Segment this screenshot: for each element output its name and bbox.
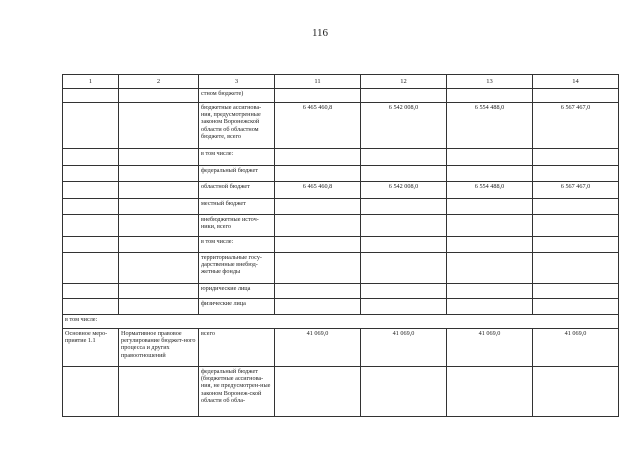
- cell-name: [119, 199, 199, 215]
- cell-event: [63, 253, 119, 284]
- cell-value: 41 069,0: [361, 329, 447, 367]
- cell-value: [361, 149, 447, 166]
- budget-table: [62, 74, 619, 417]
- cell-name: [119, 284, 199, 299]
- cell-value: [533, 367, 619, 417]
- cell-value: [533, 253, 619, 284]
- cell-source: территориальные госу-дарственные внебюд-жетные фонды: [199, 253, 275, 284]
- cell-value: [275, 253, 361, 284]
- cell-value: [533, 199, 619, 215]
- cell-value: 6 542 008,0: [361, 103, 447, 149]
- table-row: [63, 237, 619, 253]
- cell-source: областной бюджет: [199, 182, 275, 199]
- cell-source: бюджетные ассигнова-ния, предусмотренные законом Воронежской области об областном бюджете, всего: [199, 103, 275, 149]
- cell-value: 6 554 488,0: [447, 182, 533, 199]
- table-row: [63, 253, 619, 284]
- cell-name: [119, 299, 199, 315]
- table-row: [63, 215, 619, 237]
- cell-name: [119, 166, 199, 182]
- cell-name: [119, 367, 199, 417]
- cell-value: [447, 215, 533, 237]
- cell-event: [63, 367, 119, 417]
- cell-value: [447, 284, 533, 299]
- column-header: 14: [533, 75, 619, 89]
- cell-value: [361, 215, 447, 237]
- cell-value: [447, 89, 533, 103]
- cell-value: [275, 199, 361, 215]
- table-row: [63, 103, 619, 149]
- table-row: [63, 166, 619, 182]
- cell-source: местный бюджет: [199, 199, 275, 215]
- column-header: 1: [63, 75, 119, 89]
- cell-source: стном бюджете): [199, 89, 275, 103]
- cell-source: федеральный бюджет: [199, 166, 275, 182]
- column-header: 2: [119, 75, 199, 89]
- cell-source: всего: [199, 329, 275, 367]
- column-header: 13: [447, 75, 533, 89]
- column-header: 12: [361, 75, 447, 89]
- cell-name: [119, 237, 199, 253]
- cell-value: [533, 299, 619, 315]
- cell-value: [533, 149, 619, 166]
- cell-event: [63, 103, 119, 149]
- cell-event: [63, 237, 119, 253]
- cell-value: 6 567 467,0: [533, 182, 619, 199]
- cell-value: [361, 237, 447, 253]
- cell-value: [533, 89, 619, 103]
- cell-value: 41 069,0: [447, 329, 533, 367]
- cell-event: [63, 149, 119, 166]
- cell-event: [63, 199, 119, 215]
- cell-name: [119, 103, 199, 149]
- cell-value: [361, 367, 447, 417]
- cell-value: [361, 284, 447, 299]
- table-row: [63, 182, 619, 199]
- cell-value: [275, 237, 361, 253]
- cell-value: [361, 166, 447, 182]
- cell-value: [275, 284, 361, 299]
- cell-name: Нормативное правовое регулирование бюджет-ного процесса и других правоотношений: [119, 329, 199, 367]
- cell-event: Основное меро-приятие 1.1: [63, 329, 119, 367]
- cell-value: [275, 89, 361, 103]
- cell-event: [63, 182, 119, 199]
- cell-event: [63, 284, 119, 299]
- cell-value: 6 465 460,8: [275, 103, 361, 149]
- cell-name: [119, 215, 199, 237]
- cell-event: [63, 215, 119, 237]
- cell-value: 41 069,0: [275, 329, 361, 367]
- column-header: 3: [199, 75, 275, 89]
- cell-value: [533, 215, 619, 237]
- cell-source: внебюджетные источ-ники, всего: [199, 215, 275, 237]
- cell-source: физические лица: [199, 299, 275, 315]
- table-row: [63, 89, 619, 103]
- header-row: [63, 75, 619, 89]
- table-row: [63, 149, 619, 166]
- cell-value: [275, 166, 361, 182]
- cell-name: [119, 182, 199, 199]
- table-row: [63, 367, 619, 417]
- cell-value: 6 542 008,0: [361, 182, 447, 199]
- cell-value: [447, 237, 533, 253]
- cell-event: [63, 299, 119, 315]
- cell-name: [119, 253, 199, 284]
- cell-value: [275, 299, 361, 315]
- cell-value: [361, 253, 447, 284]
- table-row: [63, 284, 619, 299]
- cell-value: [447, 299, 533, 315]
- table-row: [63, 299, 619, 315]
- table-row: [63, 329, 619, 367]
- cell-value: [447, 166, 533, 182]
- cell-value: [275, 367, 361, 417]
- cell-value: 6 567 467,0: [533, 103, 619, 149]
- cell-event: [63, 89, 119, 103]
- cell-value: 6 465 460,8: [275, 182, 361, 199]
- cell-value: [361, 89, 447, 103]
- table-row: [63, 199, 619, 215]
- cell-name: [119, 149, 199, 166]
- cell-value: [533, 237, 619, 253]
- cell-source: в том числе:: [199, 149, 275, 166]
- cell-value: [533, 284, 619, 299]
- cell-value: [447, 199, 533, 215]
- cell-source: в том числе:: [199, 237, 275, 253]
- subheader-row: [63, 315, 619, 329]
- cell-value: [447, 149, 533, 166]
- cell-name: [119, 89, 199, 103]
- cell-value: [361, 299, 447, 315]
- cell-source: юридические лица: [199, 284, 275, 299]
- cell-event: [63, 166, 119, 182]
- cell-source: федеральный бюджет (бюджетные ассигнова-ния, не предусмотрен-ные законом Воронеж-ской области об обла-: [199, 367, 275, 417]
- page-number: 116: [311, 27, 329, 39]
- cell-value: 41 069,0: [533, 329, 619, 367]
- subheader-cell: в том числе:: [63, 315, 619, 329]
- cell-value: [275, 149, 361, 166]
- column-header: 11: [275, 75, 361, 89]
- cell-value: [275, 215, 361, 237]
- cell-value: [447, 367, 533, 417]
- cell-value: 6 554 488,0: [447, 103, 533, 149]
- cell-value: [361, 199, 447, 215]
- cell-value: [533, 166, 619, 182]
- cell-value: [447, 253, 533, 284]
